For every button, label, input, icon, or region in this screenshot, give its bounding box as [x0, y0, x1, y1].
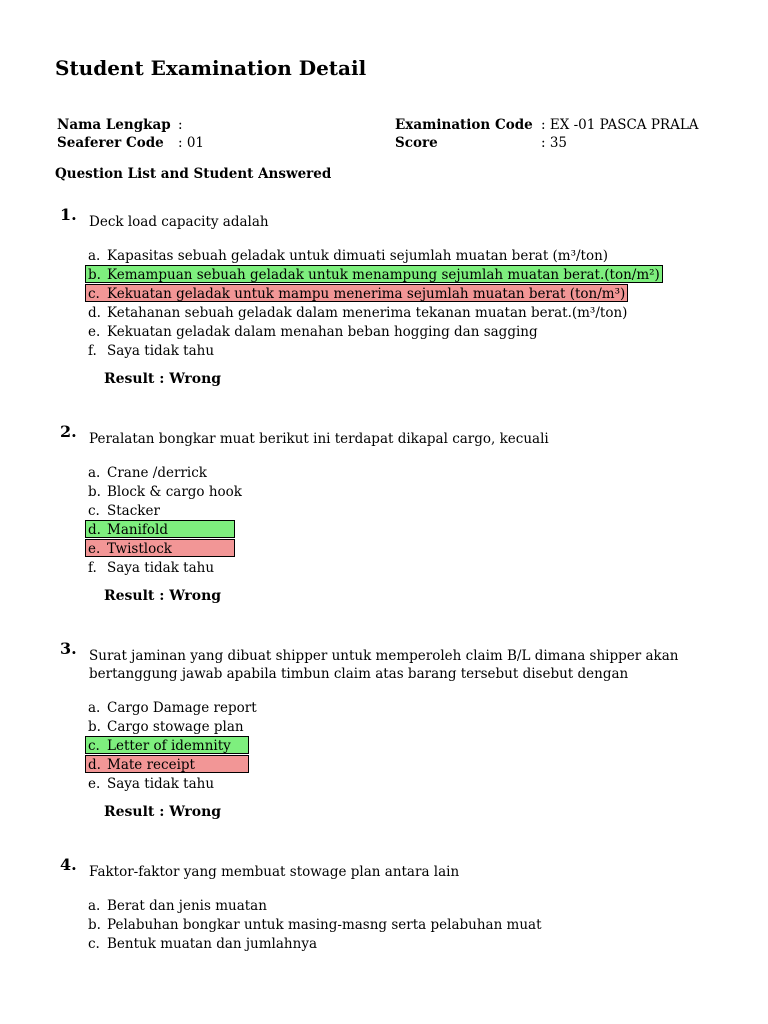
option-letter: d.: [88, 522, 101, 538]
option-text: Manifold: [107, 522, 168, 538]
option-text: Letter of idemnity: [107, 738, 231, 754]
student-info-right: [395, 116, 699, 152]
question-text: Peralatan bongkar muat berikut ini terdapat dikapal cargo, kecuali: [89, 431, 549, 447]
question-text-line-2: bertanggung jawab apabila timbun claim atas barang tersebut disebut dengan: [89, 666, 629, 682]
option-letter: b.: [88, 719, 101, 735]
option-c: [85, 934, 320, 952]
option-text: Block & cargo hook: [107, 484, 242, 500]
option-letter: f.: [88, 560, 97, 576]
option-text: Saya tidak tahu: [107, 776, 215, 792]
seaferer-code-value: : 01: [178, 135, 205, 151]
option-e: [85, 322, 541, 340]
page-title: Student Examination Detail: [55, 56, 367, 80]
question-number: 2.: [60, 422, 77, 441]
exam-code-value: : EX -01 PASCA PRALA: [541, 117, 699, 133]
option-a: [85, 896, 270, 914]
option-text: Kapasitas sebuah geladak untuk dimuati sejumlah muatan berat (m³/ton): [107, 248, 609, 264]
score-value: : 35: [541, 135, 568, 151]
option-text: Mate receipt: [107, 757, 195, 773]
option-text: Cargo stowage plan: [107, 719, 244, 735]
option-list: [85, 463, 245, 577]
question-text: Faktor-faktor yang membuat stowage plan antara lain: [89, 864, 460, 880]
seaferer-code-label: Seaferer Code: [57, 135, 164, 151]
option-letter: e.: [88, 541, 101, 557]
question-number: 4.: [60, 855, 77, 874]
result-label: Result : Wrong: [104, 804, 222, 820]
option-text: Kekuatan geladak dalam menahan beban hogging dan sagging: [107, 324, 538, 340]
option-e: [85, 774, 217, 792]
option-letter: a.: [88, 700, 101, 716]
option-d: [85, 303, 630, 321]
option-f: [85, 341, 217, 359]
option-d-student-answer: [85, 755, 249, 773]
option-letter: b.: [88, 917, 101, 933]
option-letter: d.: [88, 305, 101, 321]
option-a: [85, 698, 260, 716]
option-b-correct-answer: [85, 265, 663, 283]
option-letter: c.: [88, 286, 100, 302]
option-e-student-answer: [85, 539, 235, 557]
option-c: [85, 501, 163, 519]
score-label: Score: [395, 135, 438, 151]
option-letter: f.: [88, 343, 97, 359]
student-info-left: [57, 116, 204, 152]
option-text: Pelabuhan bongkar untuk masing-masng serta pelabuhan muat: [107, 917, 542, 933]
option-text: Berat dan jenis muatan: [107, 898, 267, 914]
option-letter: e.: [88, 776, 101, 792]
option-list: [85, 246, 663, 360]
section-heading: Question List and Student Answered: [55, 166, 332, 182]
option-letter: c.: [88, 503, 100, 519]
option-text: Kemampuan sebuah geladak untuk menampung sejumlah muatan berat.(ton/m²): [107, 267, 660, 283]
option-text: Kekuatan geladak untuk mampu menerima sejumlah muatan berat (ton/m³): [107, 286, 626, 302]
option-letter: a.: [88, 465, 101, 481]
option-letter: a.: [88, 898, 101, 914]
option-text: Bentuk muatan dan jumlahnya: [107, 936, 317, 952]
option-text: Cargo Damage report: [107, 700, 257, 716]
option-b: [85, 482, 245, 500]
option-c-student-answer: [85, 284, 628, 302]
option-a: [85, 246, 611, 264]
option-d-correct-answer: [85, 520, 235, 538]
option-letter: d.: [88, 757, 101, 773]
result-label: Result : Wrong: [104, 588, 222, 604]
question-number: 1.: [60, 205, 77, 224]
option-letter: c.: [88, 936, 100, 952]
option-c-correct-answer: [85, 736, 249, 754]
option-list: [85, 698, 260, 793]
option-list: [85, 896, 545, 953]
name-label: Nama Lengkap: [57, 117, 171, 133]
question-text: Deck load capacity adalah: [89, 214, 269, 230]
option-letter: e.: [88, 324, 101, 340]
option-text: Stacker: [107, 503, 160, 519]
name-value: :: [178, 117, 183, 133]
option-text: Saya tidak tahu: [107, 343, 215, 359]
option-text: Saya tidak tahu: [107, 560, 215, 576]
option-b: [85, 717, 247, 735]
option-f: [85, 558, 217, 576]
exam-code-label: Examination Code: [395, 117, 533, 133]
option-text: Crane /derrick: [107, 465, 207, 481]
option-b: [85, 915, 545, 933]
option-letter: a.: [88, 248, 101, 264]
option-a: [85, 463, 210, 481]
option-letter: c.: [88, 738, 100, 754]
option-letter: b.: [88, 484, 101, 500]
question-number: 3.: [60, 639, 77, 658]
result-label: Result : Wrong: [104, 371, 222, 387]
option-text: Ketahanan sebuah geladak dalam menerima tekanan muatan berat.(m³/ton): [107, 305, 628, 321]
option-text: Twistlock: [107, 541, 172, 557]
option-letter: b.: [88, 267, 101, 283]
question-text-line-1: Surat jaminan yang dibuat shipper untuk memperoleh claim B/L dimana shipper akan: [89, 648, 679, 664]
